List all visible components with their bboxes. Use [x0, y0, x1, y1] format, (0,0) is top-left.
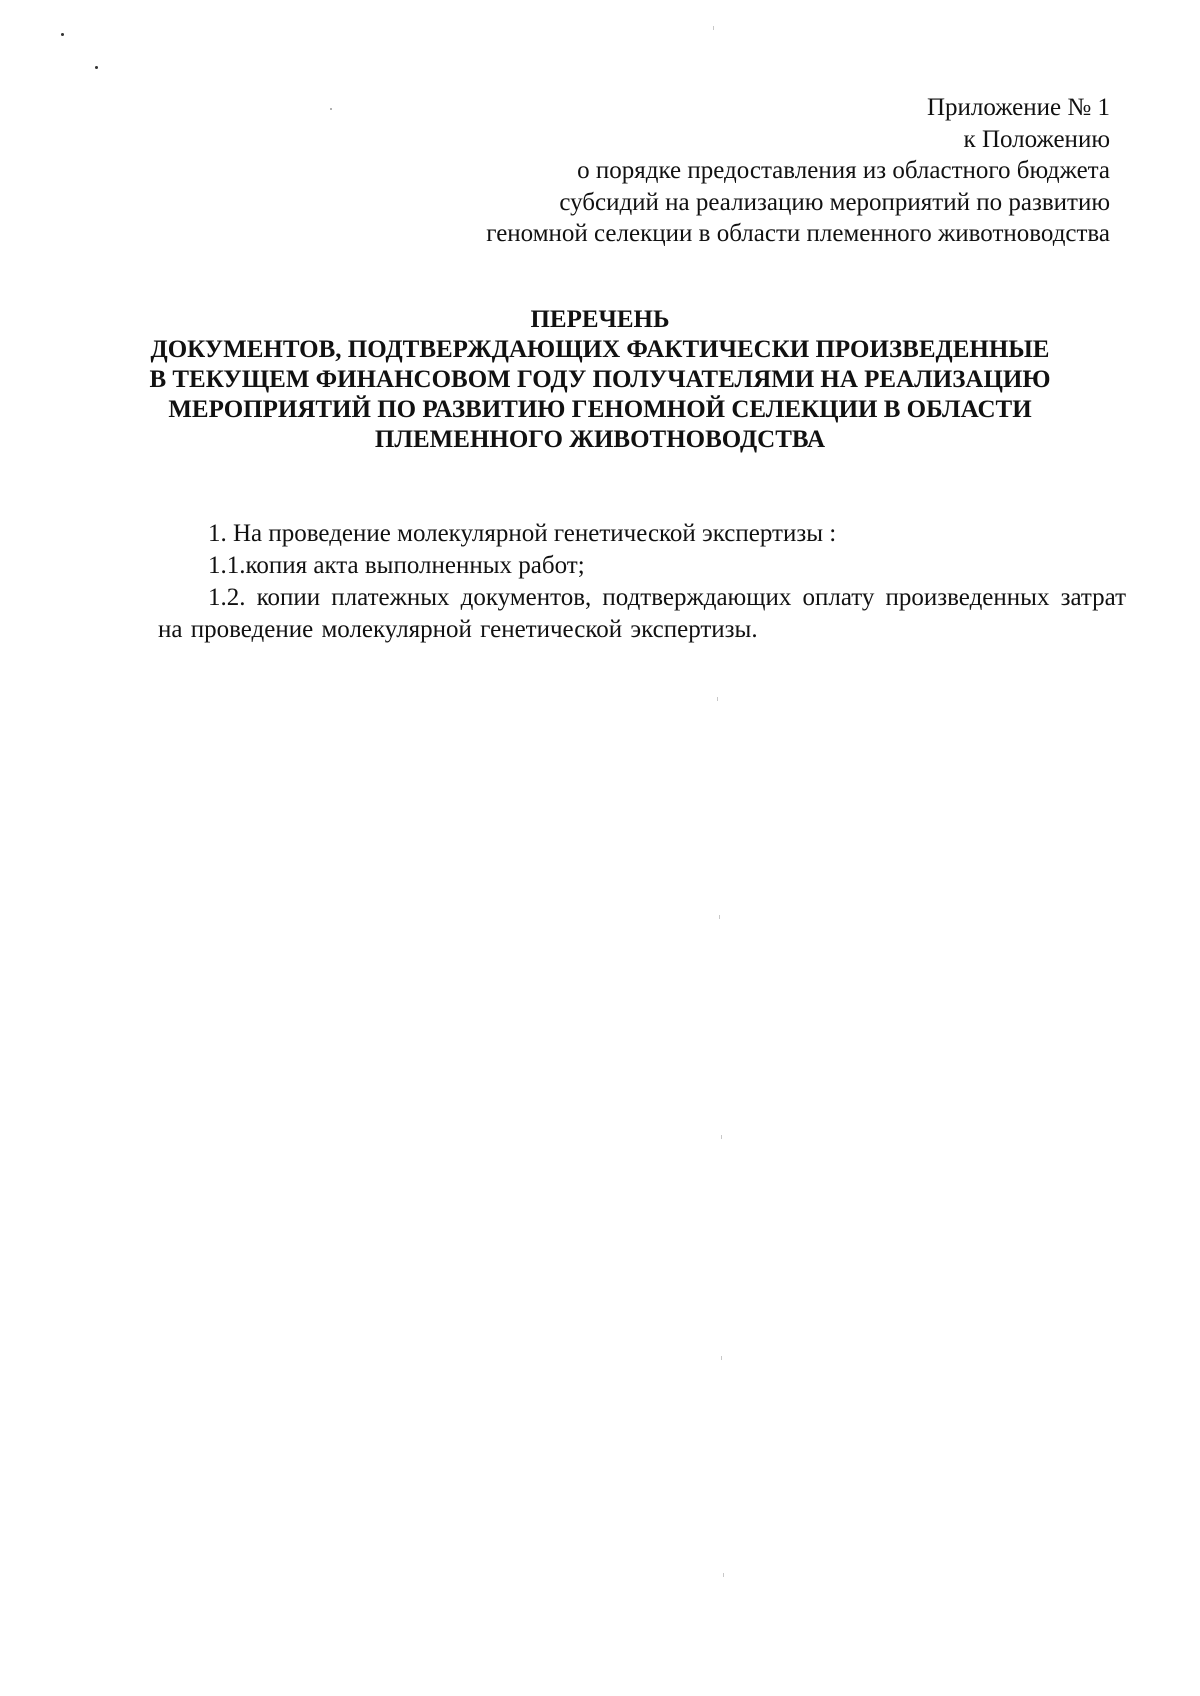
scan-artifact [723, 1573, 724, 1577]
title-line: В ТЕКУЩЕМ ФИНАНСОВОМ ГОДУ ПОЛУЧАТЕЛЯМИ НА РЕАЛИЗАЦИЮ [149, 366, 1051, 393]
document-body [158, 518, 1126, 646]
scan-artifact [713, 26, 714, 30]
title-line: ПЛЕМЕННОГО ЖИВОТНОВОДСТВА [374, 426, 826, 453]
title-line: МЕРОПРИЯТИЙ ПО РАЗВИТИЮ ГЕНОМНОЙ СЕЛЕКЦИИ В ОБЛАСТИ [168, 396, 1032, 423]
scan-artifact [721, 1356, 722, 1360]
appendix-subject-line: о порядке предоставления из областного бюджета [577, 157, 1110, 184]
list-item: 1.2. копии платежных документов, подтверждающих оплату произведенных затрат на проведение молекулярной генетической экспертизы. [158, 584, 1126, 643]
scan-speck [61, 33, 64, 36]
appendix-reference: к Положению [963, 125, 1110, 153]
scan-artifact [721, 1135, 722, 1139]
appendix-number: Приложение № 1 [926, 94, 1110, 121]
list-item: 1.1.копия акта выполненных работ; [208, 552, 585, 579]
appendix-subject-line: субсидий на реализацию мероприятий по развитию [559, 188, 1110, 216]
appendix-subject-line: геномной селекции в области племенного животноводства [486, 220, 1110, 247]
scan-artifact [719, 915, 720, 919]
title-heading: ПЕРЕЧЕНЬ [530, 306, 670, 333]
title-line: ДОКУМЕНТОВ, ПОДТВЕРЖДАЮЩИХ ФАКТИЧЕСКИ ПРОИЗВЕДЕННЫЕ [150, 336, 1050, 363]
scan-speck [330, 108, 332, 110]
scan-artifact [717, 697, 718, 701]
scan-speck [95, 66, 98, 69]
list-item: 1. На проведение молекулярной генетической экспертизы : [208, 520, 837, 547]
document-title [130, 305, 1070, 455]
appendix-header [350, 92, 1110, 250]
